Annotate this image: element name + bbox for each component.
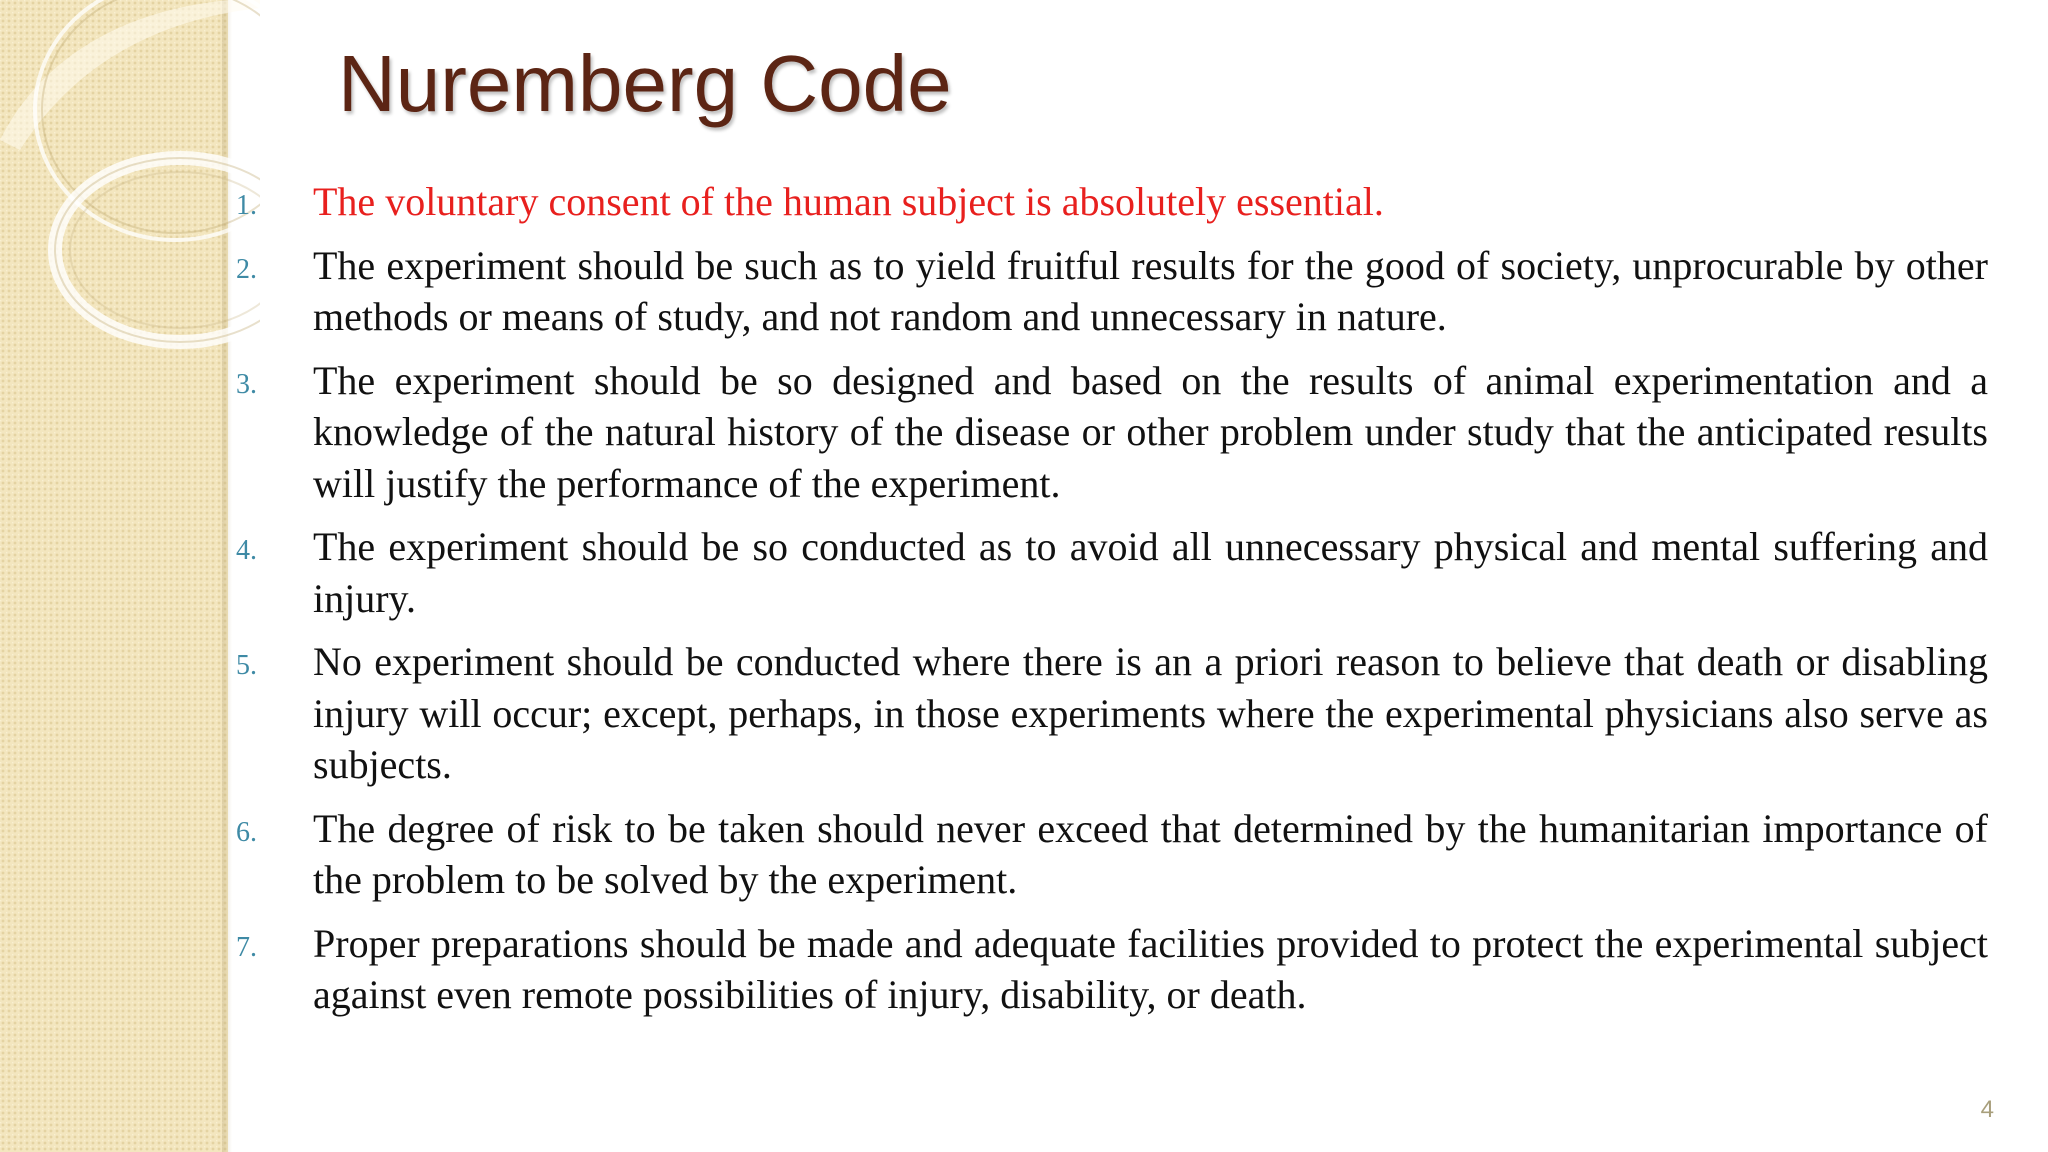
item-text: Proper preparations should be made and adequate facilities provided to protect the experimental subject against even remote possibilities of injury, disability, or death. [313, 920, 1988, 1017]
item-number: 4. [236, 535, 257, 566]
item-number: 6. [236, 816, 257, 848]
item-number: 5. [236, 650, 257, 681]
list-item [236, 355, 1988, 510]
list-item [236, 803, 1988, 906]
item-text-highlighted: The voluntary consent of the human subject is absolutely essential. [313, 179, 1384, 224]
decorative-swirl-icon [0, 0, 260, 420]
item-text: The experiment should be so designed and based on the results of animal experimentation and a knowledge of the natural history of the disease or other problem under study that the anticipated results will justify the performance of the experiment. [313, 357, 1988, 506]
item-text: The experiment should be so conducted as to avoid all unnecessary physical and mental suffering and injury. [313, 524, 1988, 621]
item-number: 2. [236, 253, 257, 285]
item-number: 3. [236, 368, 257, 400]
list-item [236, 918, 1988, 1021]
page-number: 4 [1980, 1096, 1994, 1123]
item-text: The experiment should be such as to yield fruitful results for the good of society, unprocurable by other methods or means of study, and not random and unnecessary in nature. [313, 242, 1988, 339]
item-number: 7. [236, 931, 257, 963]
item-text: No experiment should be conducted where there is an a priori reason to believe that death or disabling injury will occur; except, perhaps, in those experiments where the experimental physicians also serve as subjects. [313, 639, 1988, 787]
list-item [236, 176, 1988, 228]
item-text: The degree of risk to be taken should never exceed that determined by the humanitarian importance of the problem to be solved by the experiment. [313, 805, 1988, 902]
list-item [236, 240, 1988, 343]
list-item [236, 636, 1988, 791]
list-item [236, 521, 1988, 624]
item-number: 1. [236, 190, 257, 221]
nuremberg-code-list [236, 176, 1988, 1033]
slide-title: Nuremberg Code [338, 39, 952, 128]
